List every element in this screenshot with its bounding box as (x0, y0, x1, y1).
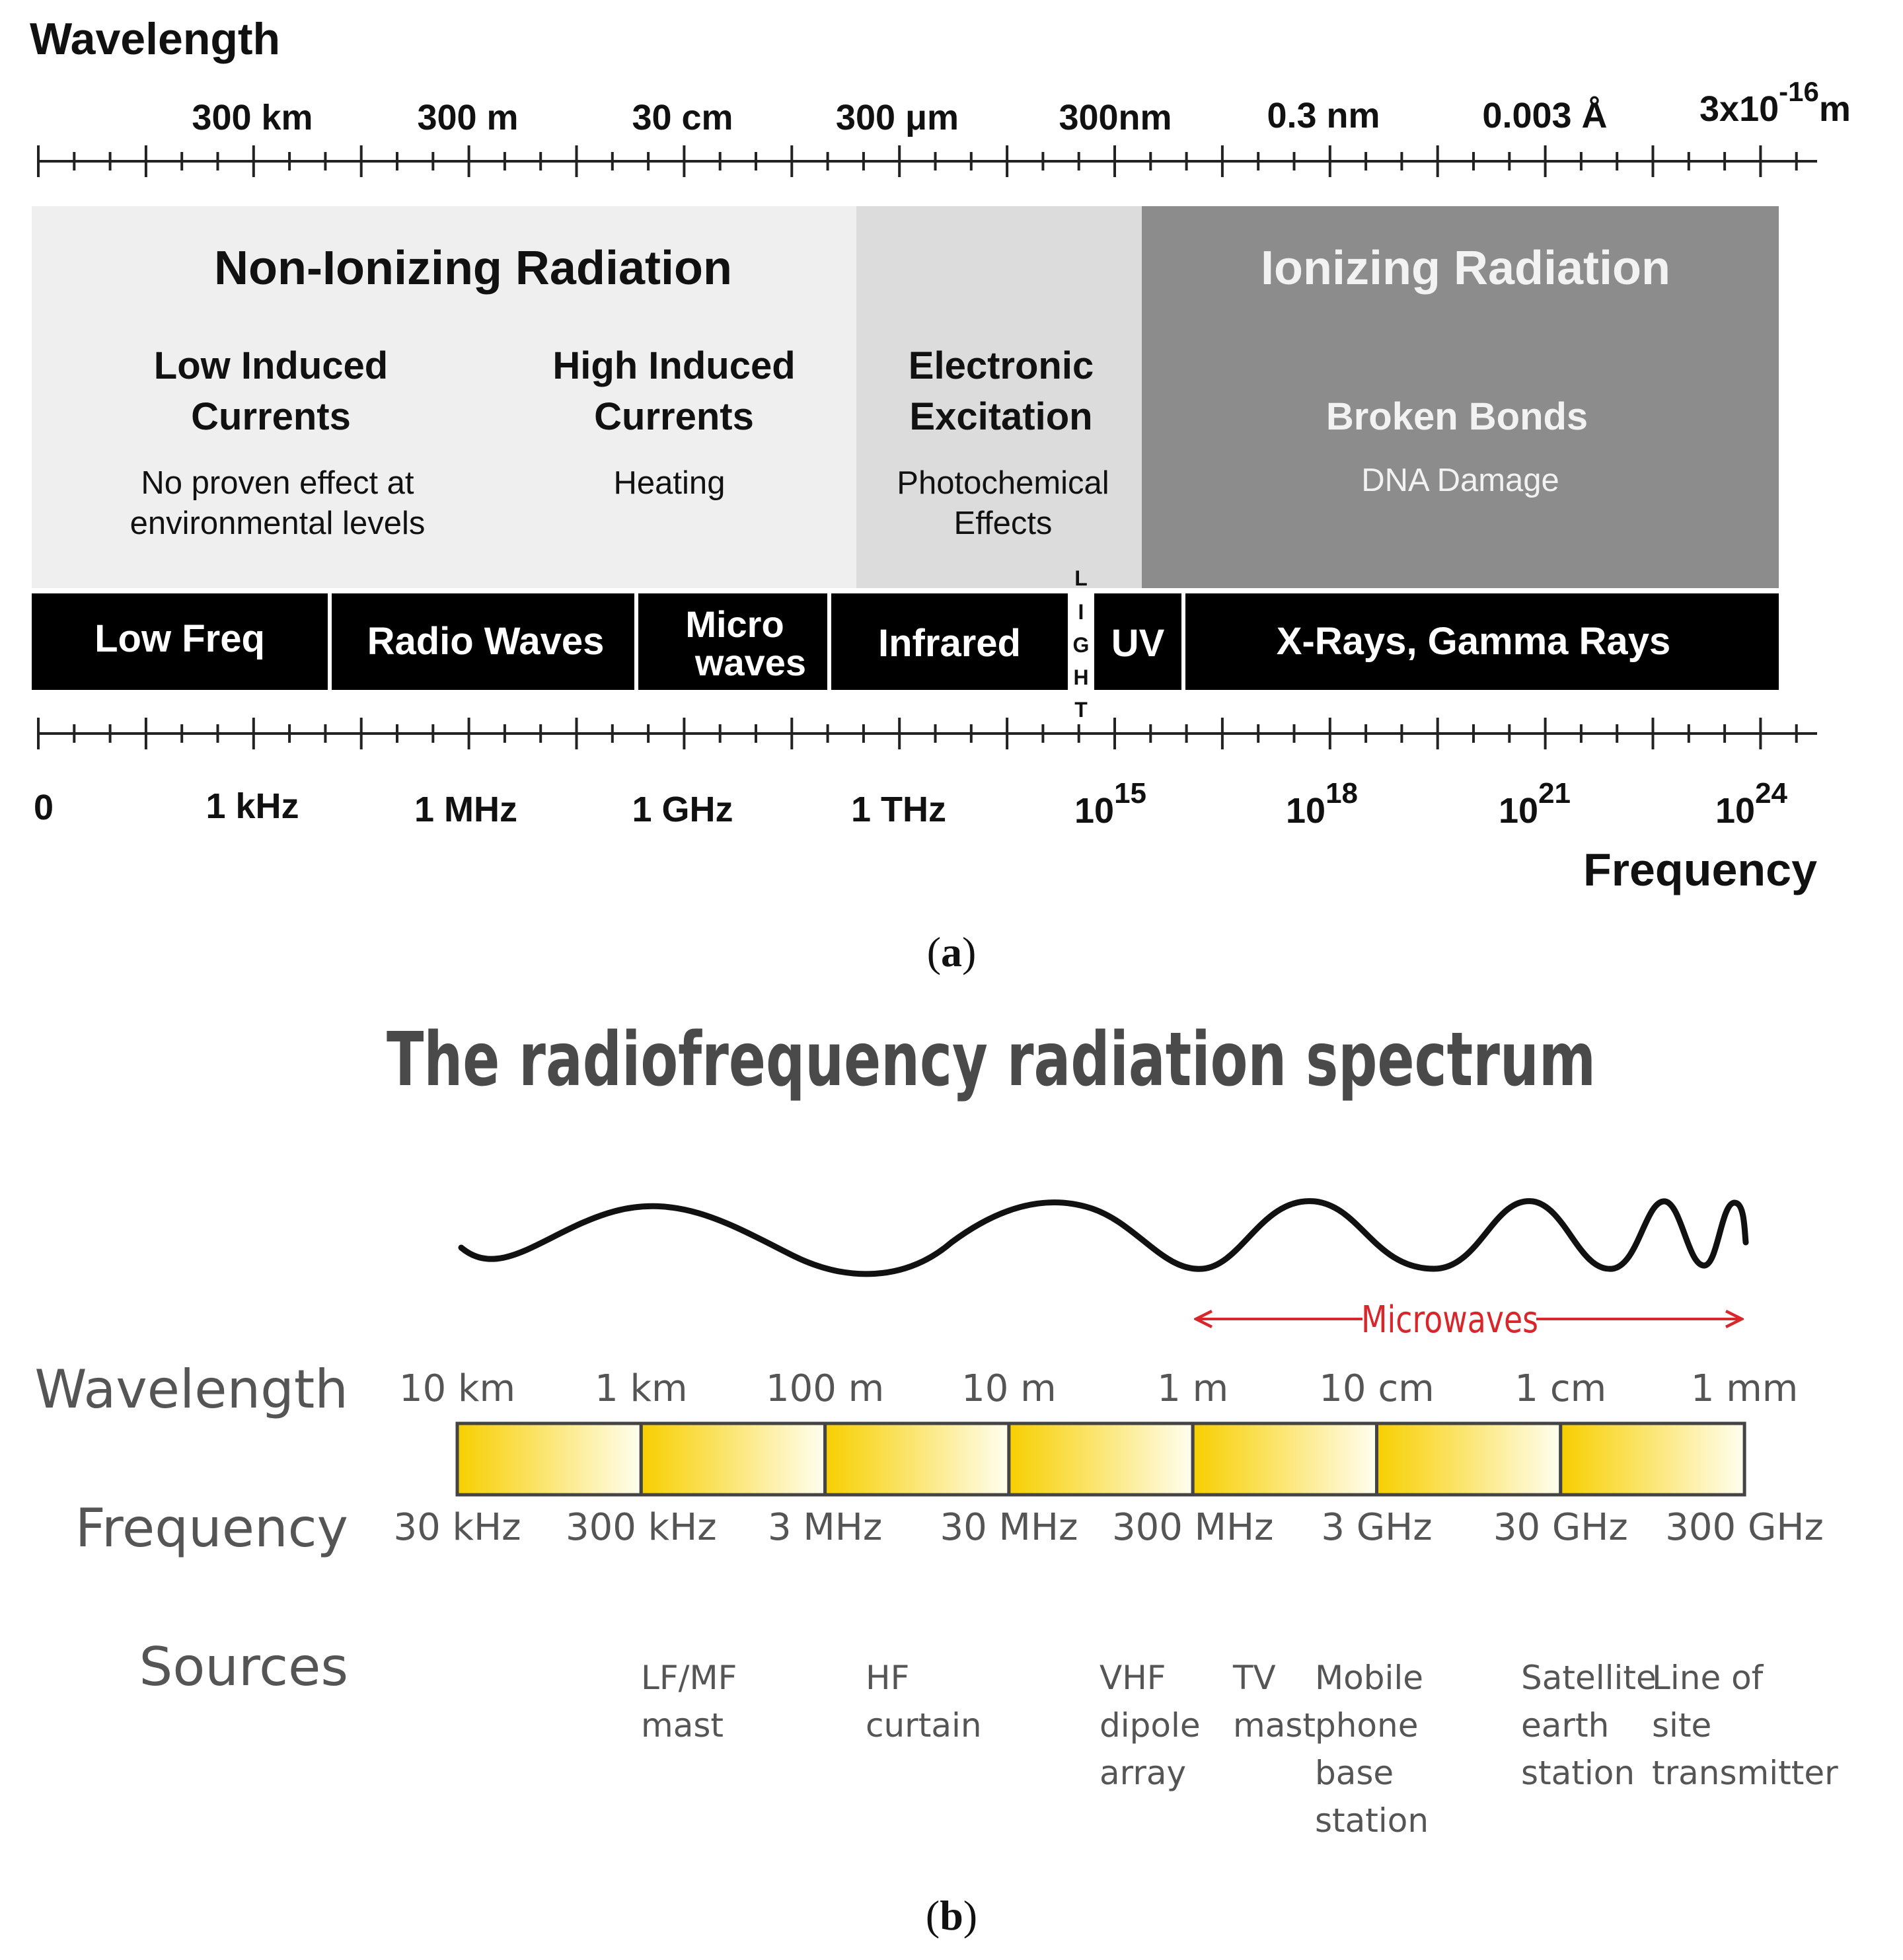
rf-wavelength-label: 1 cm (1514, 1367, 1607, 1410)
band-micro-line2: waves (694, 642, 807, 683)
rf-wavelength-labels (399, 1367, 1798, 1410)
electronic-line1: Electronic (908, 344, 1094, 387)
source-label-line: mast (1233, 1706, 1316, 1745)
power-base: 10 (1074, 791, 1115, 831)
wavelength-label: 30 cm (632, 98, 733, 137)
rf-bar-segment (825, 1423, 1009, 1495)
low-induced-desc2: environmental levels (130, 506, 426, 541)
source-label-line: station (1315, 1801, 1429, 1840)
wavelength-label: 0.3 nm (1267, 96, 1380, 135)
source-label-line: phone (1315, 1706, 1419, 1745)
source-label-line: earth (1521, 1706, 1610, 1745)
row-label-sources: Sources (139, 1636, 348, 1698)
light-label (1073, 566, 1090, 722)
panel-a (30, 14, 1851, 975)
source-label-line: HF (866, 1659, 910, 1697)
row-label-wavelength: Wavelength (34, 1359, 348, 1420)
frequency-axis (38, 718, 1817, 749)
source-label-line: array (1100, 1754, 1187, 1792)
band-radio-label: Radio Waves (367, 620, 605, 663)
rf-frequency-label: 30 kHz (393, 1506, 521, 1549)
source-label-line: LF/MF (641, 1659, 737, 1697)
rf-bar-segment (641, 1423, 825, 1495)
light-letter: L (1074, 566, 1088, 590)
light-letter: T (1074, 698, 1088, 722)
wavelength-axis-title: Wavelength (30, 14, 281, 64)
ionizing-title: Ionizing Radiation (1261, 242, 1670, 295)
high-induced-desc: Heating (613, 465, 726, 501)
source-label-line: Mobile (1315, 1659, 1424, 1697)
rf-bar-segment (1009, 1423, 1193, 1495)
frequency-power-label (1499, 777, 1571, 831)
wavelength-last-base: 3x10 (1699, 89, 1779, 129)
rf-bar-segment (1193, 1423, 1376, 1495)
frequency-axis-title: Frequency (1583, 844, 1817, 895)
frequency-label: 1 kHz (205, 786, 299, 826)
caption-close: ) (962, 928, 977, 975)
wavelength-tick-labels (192, 76, 1850, 137)
wavelength-axis (38, 145, 1817, 177)
wavelength-label-last (1699, 76, 1851, 129)
rf-bar-segment (1377, 1423, 1561, 1495)
ionizing-desc: DNA Damage (1361, 463, 1559, 498)
rf-frequency-label: 3 GHz (1321, 1506, 1433, 1549)
panel-b-title: The radiofrequency radiation spectrum (387, 1017, 1596, 1103)
power-exp: 15 (1114, 777, 1147, 810)
rf-bar-segment (1561, 1423, 1744, 1495)
caption-a (927, 928, 977, 975)
rf-frequency-label: 3 MHz (767, 1506, 883, 1549)
wavelength-label: 0.003 Å (1482, 96, 1608, 135)
source-label-line: curtain (866, 1706, 982, 1745)
source-label-line: TV (1233, 1659, 1276, 1697)
low-induced-line1: Low Induced (153, 344, 389, 387)
caption-letter: b (940, 1892, 963, 1939)
electronic-desc2: Effects (953, 506, 1053, 541)
low-induced-line2: Currents (191, 395, 351, 438)
frequency-label: 1 THz (850, 790, 947, 829)
wavelength-label: 300 m (417, 98, 519, 137)
wavelength-label: 300 km (192, 98, 313, 137)
rf-bar-segment (457, 1423, 641, 1495)
source-label-line: VHF (1100, 1659, 1166, 1697)
rf-frequency-label: 30 MHz (940, 1506, 1078, 1549)
rf-spectrum-bar (457, 1423, 1744, 1495)
source-label-line: station (1521, 1754, 1635, 1792)
rf-wavelength-label: 10 cm (1319, 1367, 1435, 1410)
caption-close: ) (963, 1892, 978, 1939)
caption-letter: a (941, 928, 962, 975)
rf-wavelength-label: 100 m (765, 1367, 885, 1410)
band-xray-label: X-Rays, Gamma Rays (1276, 620, 1671, 663)
panel-b (34, 1017, 1838, 1939)
band-infrared-label: Infrared (878, 622, 1021, 665)
power-base: 10 (1715, 791, 1756, 831)
power-exp: 24 (1755, 777, 1788, 810)
rf-frequency-label: 300 kHz (565, 1506, 717, 1549)
power-exp: 18 (1325, 777, 1359, 810)
frequency-label: 1 GHz (632, 790, 733, 829)
electronic-line2: Excitation (909, 395, 1093, 438)
high-induced-line2: Currents (594, 395, 754, 438)
rf-frequency-label: 30 GHz (1493, 1506, 1628, 1549)
rf-wavelength-label: 1 m (1157, 1367, 1229, 1410)
high-induced-line1: High Induced (552, 344, 796, 387)
power-base: 10 (1286, 791, 1326, 831)
rf-wavelength-label: 1 km (595, 1367, 688, 1410)
source-label-line: Line of (1652, 1659, 1764, 1697)
wavelength-label: 300 μm (835, 98, 959, 137)
source-label-line: transmitter (1652, 1754, 1838, 1792)
wavelength-label: 300nm (1059, 98, 1172, 137)
frequency-power-label (1286, 777, 1358, 831)
rf-frequency-labels (394, 1506, 1824, 1549)
frequency-label: 1 MHz (414, 790, 518, 829)
source-label-line: base (1315, 1754, 1394, 1792)
frequency-tick-labels (34, 777, 1788, 831)
light-letter: H (1073, 665, 1089, 689)
power-base: 10 (1499, 791, 1539, 831)
frequency-power-label (1074, 777, 1146, 831)
rf-frequency-label: 300 MHz (1111, 1506, 1274, 1549)
microwaves-label: Microwaves (1361, 1299, 1538, 1341)
band-low-freq-label: Low Freq (94, 617, 265, 660)
wave-illustration (461, 1201, 1746, 1274)
frequency-power-label (1715, 777, 1788, 831)
source-label-line: dipole (1100, 1706, 1201, 1745)
rf-wavelength-label: 10 m (961, 1367, 1057, 1410)
caption-open: ( (926, 928, 941, 975)
rf-frequency-label: 300 GHz (1665, 1506, 1824, 1549)
electronic-desc1: Photochemical (897, 465, 1109, 501)
rf-wavelength-label: 10 km (398, 1367, 516, 1410)
light-letter: I (1078, 600, 1084, 624)
ionizing-subtitle: Broken Bonds (1325, 395, 1588, 438)
rf-sources (641, 1659, 1838, 1840)
source-label-line: site (1652, 1706, 1712, 1745)
source-label-line: mast (641, 1706, 724, 1745)
source-label-line: Satellite (1521, 1659, 1657, 1697)
non-ionizing-title: Non-Ionizing Radiation (214, 242, 732, 295)
light-letter: G (1072, 633, 1090, 657)
frequency-label: 0 (33, 788, 54, 827)
rf-wavelength-label: 1 mm (1690, 1367, 1799, 1410)
low-induced-desc1: No proven effect at (141, 465, 414, 501)
wavelength-last-unit: m (1818, 89, 1851, 129)
wavelength-last-exp: -16 (1779, 76, 1819, 107)
row-label-frequency: Frequency (75, 1497, 348, 1559)
band-micro-line1: Micro (685, 603, 784, 645)
power-exp: 21 (1538, 777, 1571, 810)
caption-open: ( (925, 1892, 940, 1939)
band-uv-label: UV (1111, 622, 1165, 665)
caption-b (926, 1892, 977, 1939)
